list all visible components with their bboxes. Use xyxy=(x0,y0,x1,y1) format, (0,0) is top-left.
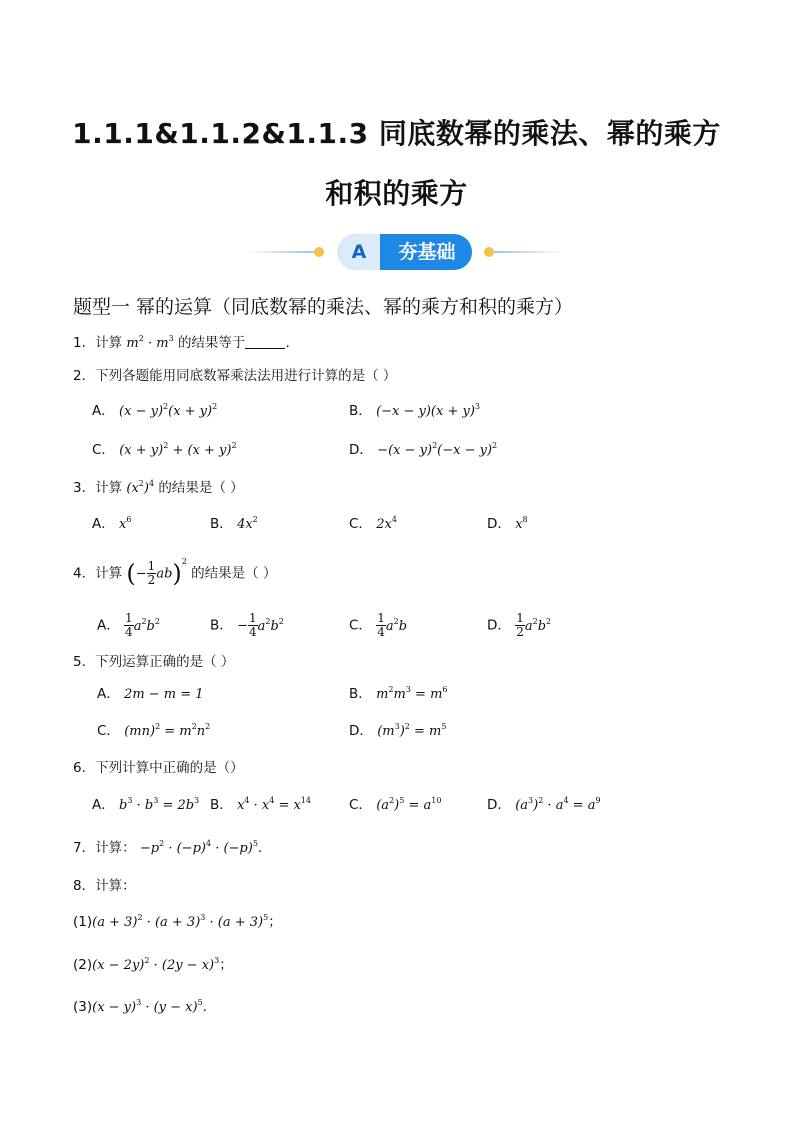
page-title-line1: 1.1.1&1.1.2&1.1.3 同底数幂的乘法、幂的乘方 xyxy=(72,117,721,150)
banner-dot-left xyxy=(314,247,324,257)
q6-option-d[interactable]: D． $(a^3)^2 \cdot a^4 = a^9$ xyxy=(487,796,601,813)
q3-option-a[interactable]: A． $x^6$ xyxy=(92,515,132,532)
section-heading: 题型一 幂的运算（同底数幂的乘法、幂的乘方和积的乘方） xyxy=(73,296,574,318)
q8-part-1: $(1)(a + 3)^2 \cdot (a + 3)^3 \cdot (a + 3)^5$； xyxy=(73,913,282,930)
q6-option-b[interactable]: B． $x^4 \cdot x^4 = x^{14}$ xyxy=(210,796,312,813)
question-1: 1．计算 $m^2 \cdot m^3$ 的结果等于 . xyxy=(73,334,290,351)
question-4: 4．计算 (− $\frac{1}{2}$ ab)$^2$ 的结果是（ ） xyxy=(73,556,277,588)
banner-dot-right xyxy=(484,247,494,257)
q2-option-d[interactable]: D． $-(x - y)^2(-x - y)^2$ xyxy=(349,441,498,458)
q2-option-a[interactable]: A． $(x - y)^2(x + y)^2$ xyxy=(92,402,218,419)
q5-option-b[interactable]: B． $m^2m^3 = m^6$ xyxy=(349,685,448,702)
question-8: 8．计算： xyxy=(73,878,136,894)
q3-option-d[interactable]: D． $x^8$ xyxy=(487,515,528,532)
q5-option-c[interactable]: C． $(mn)^2 = m^2n^2$ xyxy=(97,722,211,739)
q2-option-c[interactable]: C． $(x + y)^2 + (x + y)^2$ xyxy=(92,441,237,458)
q3-option-b[interactable]: B． $4x^2$ xyxy=(210,515,258,532)
q5-option-a[interactable]: A． 2m − m = 1 xyxy=(97,686,204,702)
level-label: 夯基础 xyxy=(398,241,456,263)
q8-part-3: $(3)(x - y)^3 \cdot (y - x)^5$. xyxy=(73,998,207,1015)
question-3: 3．计算 $(x^2)^4$ 的结果是（ ） xyxy=(73,479,244,496)
question-5: 5．下列运算正确的是（ ） xyxy=(73,654,235,670)
answer-blank[interactable] xyxy=(245,335,285,349)
question-2: 2．下列各题能用同底数幂乘法法用进行计算的是（ ） xyxy=(73,368,397,384)
section-banner xyxy=(0,234,793,270)
q4-option-c[interactable]: C． $\frac{1}{4}$ $a^2b$ xyxy=(349,611,408,639)
q4-option-b[interactable]: B． − $\frac{1}{4}$ $a^2b^2$ xyxy=(210,611,284,639)
q4-option-d[interactable]: D． $\frac{1}{2}$ $a^2b^2$ xyxy=(487,611,552,639)
banner-line-left xyxy=(245,251,315,253)
page-title-line2: 和积的乘方 xyxy=(325,177,468,210)
level-pill xyxy=(338,234,472,270)
q8-part-2: $(2)(x - 2y)^2 \cdot (2y - x)^3$； xyxy=(73,956,233,973)
question-6: 6．下列计算中正确的是（） xyxy=(73,760,244,776)
banner-line-right xyxy=(494,251,564,253)
q5-option-d[interactable]: D． $(m^3)^2 = m^5$ xyxy=(349,722,447,739)
q3-option-c[interactable]: C． $2x^4$ xyxy=(349,515,397,532)
q6-option-c[interactable]: C． $(a^2)^5 = a^{10}$ xyxy=(349,796,442,813)
level-letter: A xyxy=(338,234,380,270)
question-7: 7．计算： $-p^2 \cdot (-p)^4 \cdot (-p)^5$. xyxy=(73,839,263,856)
q2-option-b[interactable]: B． $(-x - y)(x + y)^3$ xyxy=(349,402,481,419)
q4-option-a[interactable]: A． $\frac{1}{4}$ $a^2b^2$ xyxy=(97,611,160,639)
q6-option-a[interactable]: A． $b^3 \cdot b^3 = 2b^3$ xyxy=(92,796,200,813)
